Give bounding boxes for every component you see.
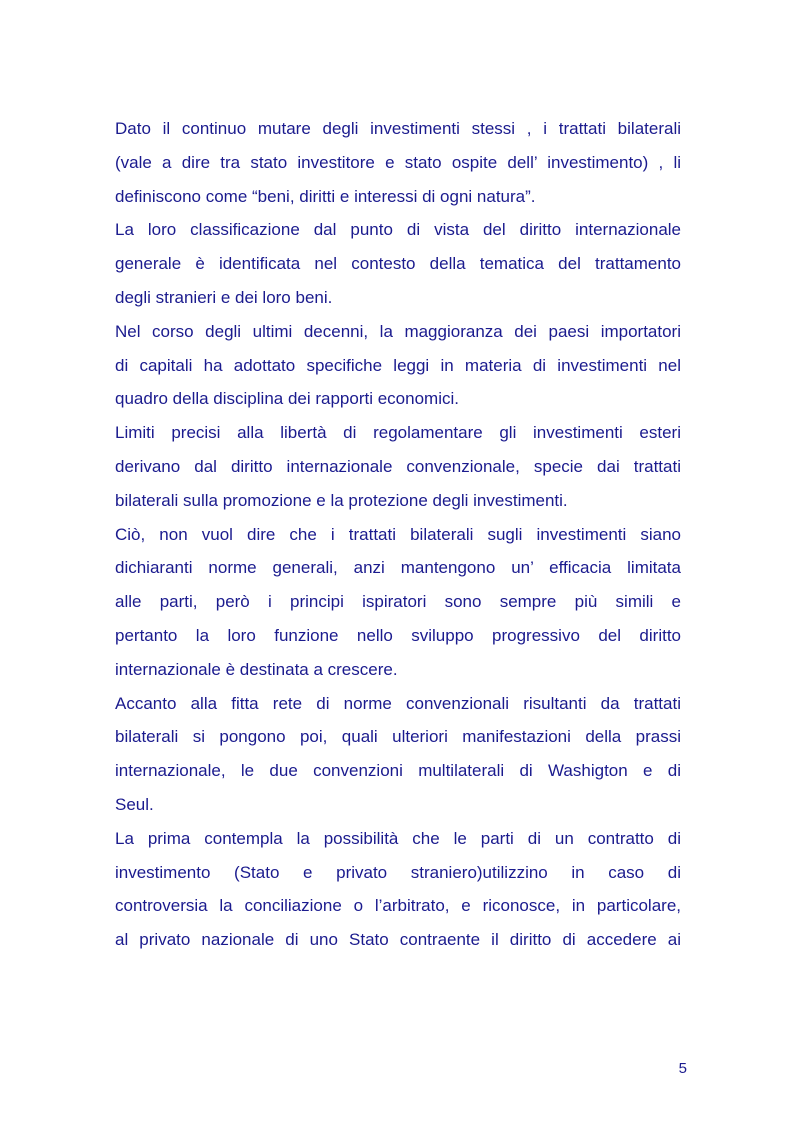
text-line: di capitali ha adottato specifiche leggi in materia di investimenti nel bbox=[115, 355, 681, 375]
text-line: investimento (Stato e privato straniero)utilizzino in caso di bbox=[115, 862, 681, 882]
text-line: (vale a dire tra stato investitore e stato ospite dell’ investimento) , li bbox=[115, 152, 681, 172]
text-line: al privato nazionale di uno Stato contraente il diritto di accedere ai bbox=[115, 930, 681, 950]
text-line: Ciò, non vuol dire che i trattati bilaterali sugli investimenti siano bbox=[115, 524, 681, 544]
text-line: Accanto alla fitta rete di norme convenzionali risultanti da trattati bbox=[115, 693, 681, 713]
text-line: Dato il continuo mutare degli investimenti stessi , i trattati bilaterali bbox=[115, 119, 681, 138]
paragraph bbox=[115, 315, 681, 416]
text-line: internazionale, le due convenzioni multilaterali di Washigton e di bbox=[115, 761, 681, 781]
text-line: Seul. bbox=[115, 794, 154, 814]
page-number: 5 bbox=[678, 1060, 687, 1077]
text-line: La prima contempla la possibilità che le parti di un contratto di bbox=[115, 828, 681, 848]
paragraph bbox=[115, 213, 681, 314]
paragraph bbox=[115, 416, 681, 517]
text-line: pertanto la loro funzione nello sviluppo progressivo del diritto bbox=[115, 625, 681, 645]
text-line: controversia la conciliazione o l’arbitrato, e riconosce, in particolare, bbox=[115, 896, 681, 916]
text-line: derivano dal diritto internazionale convenzionale, specie dai trattati bbox=[115, 456, 681, 476]
body-text bbox=[115, 112, 681, 957]
paragraph bbox=[115, 687, 681, 822]
text-line: dichiaranti norme generali, anzi mantengono un’ efficacia limitata bbox=[115, 558, 681, 578]
text-line: Nel corso degli ultimi decenni, la maggioranza dei paesi importatori bbox=[115, 321, 681, 341]
text-line: degli stranieri e dei loro beni. bbox=[115, 287, 333, 307]
text-line: definiscono come “beni, diritti e interessi di ogni natura”. bbox=[115, 186, 536, 206]
text-line: bilaterali si pongono poi, quali ulteriori manifestazioni della prassi bbox=[115, 727, 681, 747]
paragraph bbox=[115, 822, 681, 957]
paragraph bbox=[115, 112, 681, 213]
text-line: internazionale è destinata a crescere. bbox=[115, 659, 398, 679]
text-line: generale è identificata nel contesto della tematica del trattamento bbox=[115, 254, 681, 274]
text-line: alle parti, però i principi ispiratori sono sempre più simili e bbox=[115, 592, 681, 612]
paragraph bbox=[115, 518, 681, 687]
text-line: quadro della disciplina dei rapporti economici. bbox=[115, 389, 459, 409]
text-line: bilaterali sulla promozione e la protezione degli investimenti. bbox=[115, 490, 568, 510]
text-line: Limiti precisi alla libertà di regolamentare gli investimenti esteri bbox=[115, 423, 681, 443]
text-line: La loro classificazione dal punto di vista del diritto internazionale bbox=[115, 220, 681, 240]
